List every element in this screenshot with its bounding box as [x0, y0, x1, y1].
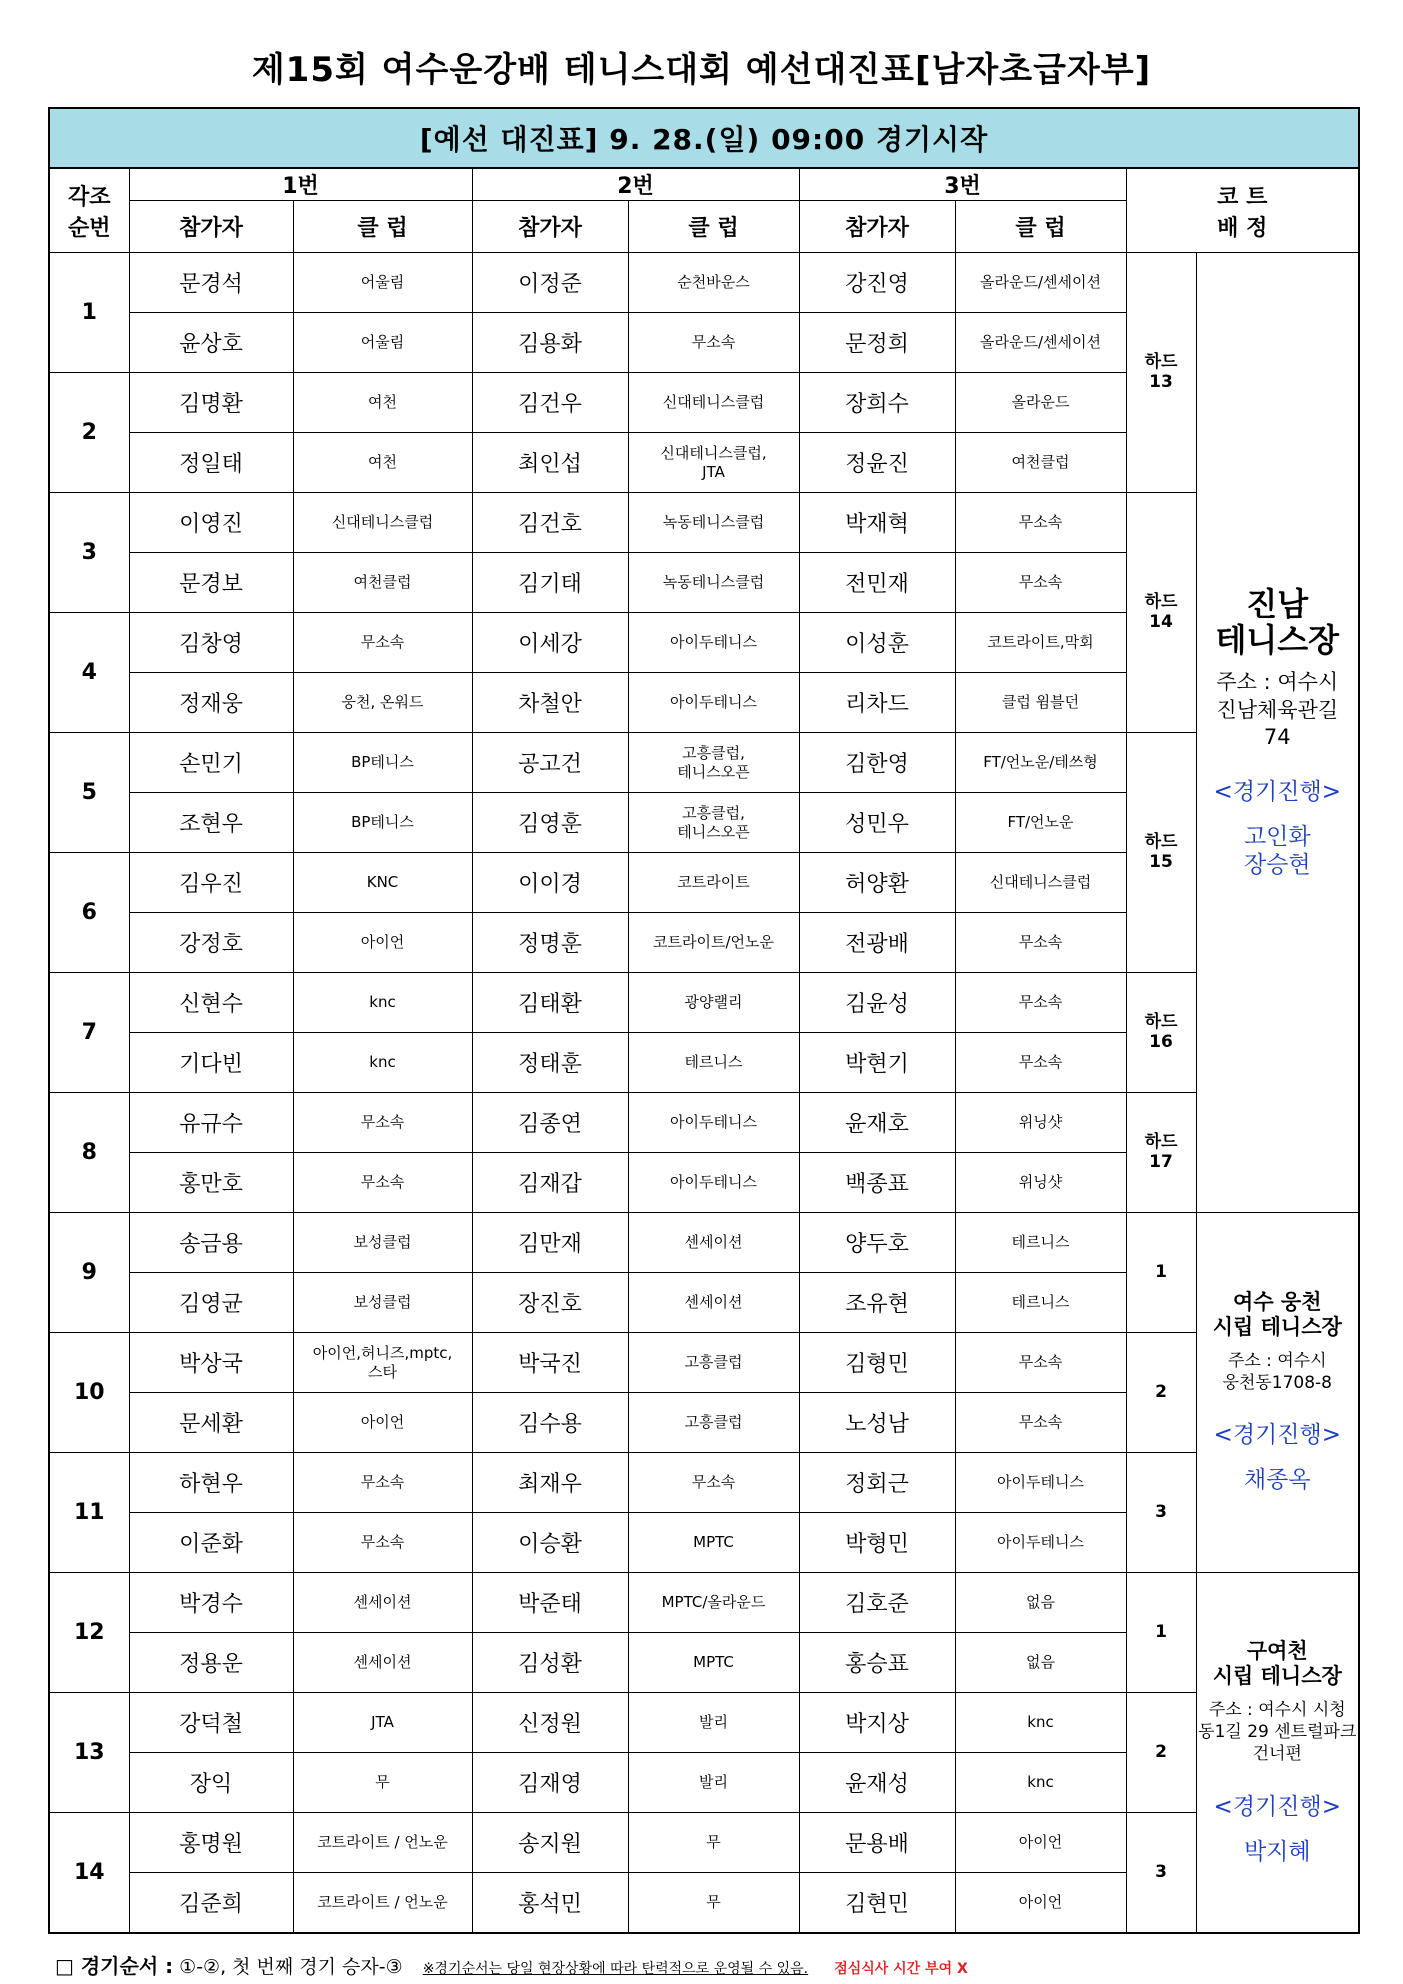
club-name: 테르니스: [955, 1273, 1126, 1333]
club-name: 센세이션: [293, 1573, 472, 1633]
club-name: 아이두테니스: [628, 613, 799, 673]
player-name: 노성남: [799, 1393, 955, 1453]
table-row: [49, 973, 1359, 1033]
player-name: 장진호: [472, 1273, 628, 1333]
player-name: 정일태: [129, 433, 293, 493]
player-name: 차철안: [472, 673, 628, 733]
club-name: 광양랠리: [628, 973, 799, 1033]
club-name: 아이언: [293, 913, 472, 973]
club-name: BP테니스: [293, 793, 472, 853]
court-number: 하드 14: [1126, 493, 1196, 733]
group-number: 1: [49, 253, 129, 373]
club-name: 무소속: [628, 1453, 799, 1513]
group-number: 8: [49, 1093, 129, 1213]
club-name: 보성클럽: [293, 1273, 472, 1333]
slot1-header: 1번: [129, 168, 472, 201]
court-number: 3: [1126, 1813, 1196, 1934]
court-assignment-header: 코 트 배 정: [1126, 168, 1359, 253]
club-name: 아이언: [293, 1393, 472, 1453]
club-name: 무소속: [955, 1033, 1126, 1093]
venue-name: 여수 웅천 시립 테니스장: [1212, 1289, 1342, 1340]
player-name: 양두호: [799, 1213, 955, 1273]
player-name: 이승환: [472, 1513, 628, 1573]
referee-names: 채종옥: [1243, 1467, 1311, 1494]
venue-address: 주소 : 여수시 진남체육관길 74: [1216, 670, 1339, 749]
slot3-header: 3번: [799, 168, 1126, 201]
progress-label: <경기진행>: [1213, 1422, 1341, 1449]
player-name: 김성환: [472, 1633, 628, 1693]
player-name: 강덕철: [129, 1693, 293, 1753]
player-name: 송지원: [472, 1813, 628, 1873]
club-name: 아이두테니스: [955, 1453, 1126, 1513]
club-name: MPTC/올라운드: [628, 1573, 799, 1633]
group-number: 2: [49, 373, 129, 493]
player-name: 김현민: [799, 1873, 955, 1934]
player-name: 신현수: [129, 973, 293, 1033]
club-name: 클럽 윔블던: [955, 673, 1126, 733]
match-order-note: ※경기순서는 당일 현장상황에 따라 탄력적으로 운영될 수 있음.: [422, 1961, 809, 1977]
venue-name: 진남 테니스장: [1215, 584, 1340, 660]
club-name: 아이두테니스: [628, 1093, 799, 1153]
player-name: 이이경: [472, 853, 628, 913]
player-name: 김기태: [472, 553, 628, 613]
club-name: MPTC: [628, 1633, 799, 1693]
slot3-player-header: 참가자: [799, 201, 955, 253]
table-row: [49, 1453, 1359, 1513]
club-name: FT/언노운/테쓰형: [955, 733, 1126, 793]
club-name: MPTC: [628, 1513, 799, 1573]
player-name: 정태훈: [472, 1033, 628, 1093]
table-row: [49, 733, 1359, 793]
player-name: 이준화: [129, 1513, 293, 1573]
club-name: 아이언: [955, 1813, 1126, 1873]
club-name: 고흥클럽, 테니스오픈: [628, 733, 799, 793]
player-name: 김태환: [472, 973, 628, 1033]
player-name: 문경보: [129, 553, 293, 613]
player-name: 김윤성: [799, 973, 955, 1033]
club-name: knc: [955, 1693, 1126, 1753]
player-name: 정재웅: [129, 673, 293, 733]
club-name: 신대테니스클럽: [955, 853, 1126, 913]
player-name: 정용운: [129, 1633, 293, 1693]
player-name: 이세강: [472, 613, 628, 673]
match-order-text: ①-②, 첫 번째 경기 승자-③: [179, 1956, 403, 1978]
player-name: 송금용: [129, 1213, 293, 1273]
player-name: 문용배: [799, 1813, 955, 1873]
player-name: 박준태: [472, 1573, 628, 1633]
club-name: 코트라이트/언노운: [628, 913, 799, 973]
club-name: 무소속: [293, 1453, 472, 1513]
player-name: 김영균: [129, 1273, 293, 1333]
player-name: 기다빈: [129, 1033, 293, 1093]
club-name: 보성클럽: [293, 1213, 472, 1273]
club-name: 무소속: [955, 913, 1126, 973]
venue-info: [1196, 253, 1359, 1213]
player-name: 김준희: [129, 1873, 293, 1934]
player-name: 전광배: [799, 913, 955, 973]
player-name: 강진영: [799, 253, 955, 313]
player-name: 김건우: [472, 373, 628, 433]
player-name: 정회근: [799, 1453, 955, 1513]
club-name: FT/언노운: [955, 793, 1126, 853]
club-name: 무: [628, 1873, 799, 1934]
table-row: [49, 1213, 1359, 1273]
slot2-player-header: 참가자: [472, 201, 628, 253]
player-name: 김명환: [129, 373, 293, 433]
player-name: 박재혁: [799, 493, 955, 553]
group-number: 14: [49, 1813, 129, 1934]
club-name: 무소속: [955, 493, 1126, 553]
player-name: 김수용: [472, 1393, 628, 1453]
slot3-club-header: 클 럽: [955, 201, 1126, 253]
group-number: 5: [49, 733, 129, 853]
player-name: 정윤진: [799, 433, 955, 493]
slot1-player-header: 참가자: [129, 201, 293, 253]
player-name: 윤상호: [129, 313, 293, 373]
club-name: 센세이션: [628, 1273, 799, 1333]
player-name: 문경석: [129, 253, 293, 313]
player-name: 정명훈: [472, 913, 628, 973]
player-name: 박경수: [129, 1573, 293, 1633]
venue-name: 구여천 시립 테니스장: [1212, 1638, 1342, 1689]
player-name: 박국진: [472, 1333, 628, 1393]
player-name: 손민기: [129, 733, 293, 793]
club-name: 어울림: [293, 253, 472, 313]
club-name: 무소속: [293, 1093, 472, 1153]
group-number: 9: [49, 1213, 129, 1333]
club-name: 센세이션: [628, 1213, 799, 1273]
player-name: 김종연: [472, 1093, 628, 1153]
club-name: knc: [293, 973, 472, 1033]
club-name: 무: [293, 1753, 472, 1813]
club-name: 센세이션: [293, 1633, 472, 1693]
schedule-banner: [예선 대진표] 9. 28.(일) 09:00 경기시작: [49, 108, 1359, 168]
court-number: 1: [1126, 1213, 1196, 1333]
club-name: 녹동테니스클럽: [628, 553, 799, 613]
club-name: 신대테니스클럽: [628, 373, 799, 433]
bracket-table: [48, 107, 1360, 1934]
court-number: 하드 13: [1126, 253, 1196, 493]
club-name: 무소속: [293, 613, 472, 673]
player-name: 유규수: [129, 1093, 293, 1153]
player-name: 박형민: [799, 1513, 955, 1573]
club-name: 위닝샷: [955, 1153, 1126, 1213]
club-name: 무소속: [293, 1513, 472, 1573]
player-name: 박상국: [129, 1333, 293, 1393]
referee-names: 박지혜: [1243, 1838, 1311, 1865]
club-name: 발리: [628, 1753, 799, 1813]
club-name: 어울림: [293, 313, 472, 373]
slot2-club-header: 클 럽: [628, 201, 799, 253]
club-name: 없음: [955, 1573, 1126, 1633]
club-name: 아이두테니스: [628, 673, 799, 733]
club-name: 순천바운스: [628, 253, 799, 313]
group-number: 10: [49, 1333, 129, 1453]
progress-label: <경기진행>: [1213, 1793, 1341, 1820]
player-name: 윤재성: [799, 1753, 955, 1813]
court-number: 2: [1126, 1333, 1196, 1453]
player-name: 전민재: [799, 553, 955, 613]
player-name: 김형민: [799, 1333, 955, 1393]
club-name: knc: [293, 1033, 472, 1093]
club-name: 여천클럽: [955, 433, 1126, 493]
player-name: 백종표: [799, 1153, 955, 1213]
player-name: 박지상: [799, 1693, 955, 1753]
player-name: 김용화: [472, 313, 628, 373]
club-name: 무소속: [955, 553, 1126, 613]
club-name: 올라운드/센세이션: [955, 253, 1126, 313]
club-name: KNC: [293, 853, 472, 913]
club-name: 코트라이트 / 언노운: [293, 1873, 472, 1934]
player-name: 이영진: [129, 493, 293, 553]
group-number: 11: [49, 1453, 129, 1573]
page-title: 제15회 여수운강배 테니스대회 예선대진표[남자초급자부]: [251, 50, 1152, 90]
player-name: 이정준: [472, 253, 628, 313]
court-number: 2: [1126, 1693, 1196, 1813]
player-name: 장익: [129, 1753, 293, 1813]
club-name: 여천클럽: [293, 553, 472, 613]
club-name: 무소속: [628, 313, 799, 373]
table-row: [49, 1333, 1359, 1393]
club-name: 코트라이트: [628, 853, 799, 913]
player-name: 홍석민: [472, 1873, 628, 1934]
club-name: 무: [628, 1813, 799, 1873]
group-number: 6: [49, 853, 129, 973]
player-name: 성민우: [799, 793, 955, 853]
slot2-header: 2번: [472, 168, 799, 201]
player-name: 박현기: [799, 1033, 955, 1093]
lunch-warning: 점심식사 시간 부여 X: [834, 1961, 968, 1977]
player-name: 윤재호: [799, 1093, 955, 1153]
player-name: 김우진: [129, 853, 293, 913]
slot1-club-header: 클 럽: [293, 201, 472, 253]
court-number: 하드 15: [1126, 733, 1196, 973]
player-name: 김한영: [799, 733, 955, 793]
player-name: 하현우: [129, 1453, 293, 1513]
club-name: 없음: [955, 1633, 1126, 1693]
club-name: 무소속: [293, 1153, 472, 1213]
table-row: [49, 1573, 1359, 1633]
player-name: 김호준: [799, 1573, 955, 1633]
club-name: 여천: [293, 433, 472, 493]
club-name: 아이언: [955, 1873, 1126, 1934]
player-name: 리차드: [799, 673, 955, 733]
club-name: 고흥클럽: [628, 1333, 799, 1393]
player-name: 신정원: [472, 1693, 628, 1753]
venue-info: [1196, 1573, 1359, 1934]
club-name: 아이두테니스: [955, 1513, 1126, 1573]
player-name: 최인섭: [472, 433, 628, 493]
player-name: 문정희: [799, 313, 955, 373]
table-row: [49, 253, 1359, 313]
group-number: 4: [49, 613, 129, 733]
player-name: 홍명원: [129, 1813, 293, 1873]
club-name: 발리: [628, 1693, 799, 1753]
player-name: 조현우: [129, 793, 293, 853]
group-number: 12: [49, 1573, 129, 1693]
club-name: 위닝샷: [955, 1093, 1126, 1153]
group-number: 13: [49, 1693, 129, 1813]
player-name: 김창영: [129, 613, 293, 673]
player-name: 김건호: [472, 493, 628, 553]
club-name: 테르니스: [955, 1213, 1126, 1273]
club-name: 무소속: [955, 1333, 1126, 1393]
player-name: 김영훈: [472, 793, 628, 853]
club-name: 신대테니스클럽, JTA: [628, 433, 799, 493]
venue-address: 주소 : 여수시 웅천동1708-8: [1222, 1351, 1332, 1394]
club-name: 무소속: [955, 1393, 1126, 1453]
club-name: 코트라이트 / 언노운: [293, 1813, 472, 1873]
player-name: 문세환: [129, 1393, 293, 1453]
table-row: [49, 493, 1359, 553]
court-number: 1: [1126, 1573, 1196, 1693]
player-name: 장희수: [799, 373, 955, 433]
club-name: 녹동테니스클럽: [628, 493, 799, 553]
table-row: [49, 1693, 1359, 1753]
player-name: 김재영: [472, 1753, 628, 1813]
group-number: 7: [49, 973, 129, 1093]
court-number: 하드 17: [1126, 1093, 1196, 1213]
match-order-label: □ 경기순서 :: [55, 1954, 174, 1978]
player-name: 이성훈: [799, 613, 955, 673]
player-name: 홍승표: [799, 1633, 955, 1693]
club-name: 아이언,허니즈,mptc, 스타: [293, 1333, 472, 1393]
referee-names: 고인화 장승현: [1243, 824, 1311, 878]
club-name: 테르니스: [628, 1033, 799, 1093]
table-row: [49, 1093, 1359, 1153]
club-name: knc: [955, 1753, 1126, 1813]
club-name: 무소속: [955, 973, 1126, 1033]
player-name: 강정호: [129, 913, 293, 973]
club-name: JTA: [293, 1693, 472, 1753]
group-number-header: 각조 순번: [49, 168, 129, 253]
club-name: 올라운드: [955, 373, 1126, 433]
club-name: 고흥클럽: [628, 1393, 799, 1453]
club-name: 아이두테니스: [628, 1153, 799, 1213]
player-name: 김만재: [472, 1213, 628, 1273]
player-name: 허양환: [799, 853, 955, 913]
footer: [55, 1950, 1355, 1979]
club-name: 고흥클럽, 테니스오픈: [628, 793, 799, 853]
player-name: 공고건: [472, 733, 628, 793]
player-name: 김재갑: [472, 1153, 628, 1213]
group-number: 3: [49, 493, 129, 613]
player-name: 조유현: [799, 1273, 955, 1333]
court-number: 3: [1126, 1453, 1196, 1573]
club-name: 웅천, 온워드: [293, 673, 472, 733]
club-name: 올라운드/센세이션: [955, 313, 1126, 373]
player-name: 최재우: [472, 1453, 628, 1513]
court-number: 하드 16: [1126, 973, 1196, 1093]
club-name: 코트라이트,막회: [955, 613, 1126, 673]
table-row: [49, 1813, 1359, 1873]
player-name: 홍만호: [129, 1153, 293, 1213]
venue-info: [1196, 1213, 1359, 1573]
venue-address: 주소 : 여수시 시청 동1길 29 센트럴파크 건너편: [1198, 1700, 1357, 1765]
progress-label: <경기진행>: [1213, 779, 1341, 806]
club-name: 신대테니스클럽: [293, 493, 472, 553]
club-name: 여천: [293, 373, 472, 433]
club-name: BP테니스: [293, 733, 472, 793]
